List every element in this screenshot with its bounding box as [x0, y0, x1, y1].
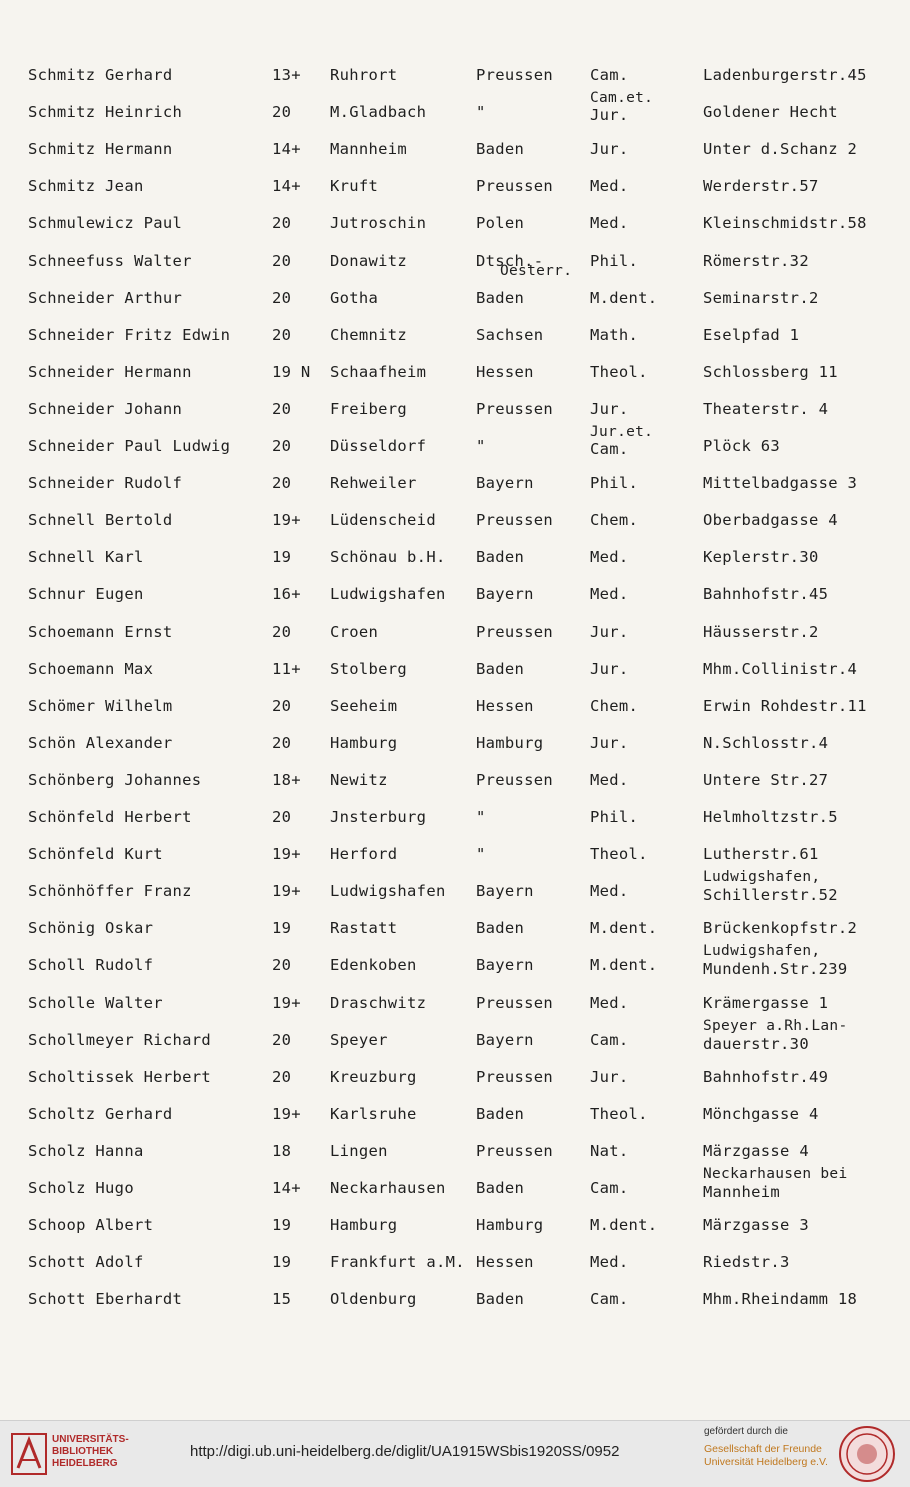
register-row — [0, 1017, 910, 1063]
address-line1: Ludwigshafen, — [703, 943, 821, 960]
semester: 20 — [272, 288, 292, 307]
library-logo-icon[interactable] — [10, 1432, 48, 1476]
home-state-line2: Oesterr. — [500, 262, 573, 279]
faculty: Cam. — [590, 1030, 629, 1049]
address: Schillerstr.52 — [703, 886, 838, 905]
student-name: Scholtissek Herbert — [28, 1067, 212, 1086]
hometown: Ludwigshafen — [330, 585, 446, 604]
address: Erwin Rohdestr.11 — [703, 696, 867, 715]
address: Schlossberg 11 — [703, 362, 838, 381]
student-name: Schnur Eugen — [28, 585, 144, 604]
page-url-link[interactable]: http://digi.ub.uni-heidelberg.de/diglit/UA1915WSbis1920SS/0952 — [190, 1443, 620, 1460]
semester: 18 — [272, 1141, 292, 1160]
home-state: Preussen — [476, 770, 554, 789]
home-state: Bayern — [476, 882, 534, 901]
student-name: Schneider Hermann — [28, 362, 192, 381]
hometown: Croen — [330, 622, 379, 641]
address: Plöck 63 — [703, 437, 781, 455]
faculty: Chem. — [590, 511, 639, 530]
student-name: Schneider Rudolf — [28, 474, 183, 493]
home-state: Preussen — [476, 1067, 554, 1086]
home-state: Baden — [476, 919, 525, 938]
student-name: Scholz Hugo — [28, 1179, 134, 1197]
faculty: Phil. — [590, 474, 639, 493]
hometown: Lüdenscheid — [330, 511, 436, 530]
register-row — [0, 1212, 910, 1248]
register-row — [0, 656, 910, 692]
semester: 13+ — [272, 66, 301, 84]
funded-by-label: gefördert durch die — [704, 1426, 788, 1437]
address: Bahnhofstr.45 — [703, 585, 829, 604]
home-state: Baden — [476, 548, 525, 567]
address: Seminarstr.2 — [703, 288, 819, 307]
hometown: Rehweiler — [330, 474, 417, 493]
student-name: Schmitz Gerhard — [28, 66, 173, 84]
student-name: Schoemann Max — [28, 659, 154, 678]
register-row — [0, 1286, 910, 1322]
faculty: Jur. — [590, 399, 629, 418]
hometown: Newitz — [330, 770, 388, 789]
faculty: Med. — [590, 882, 629, 901]
semester: 19+ — [272, 511, 301, 530]
semester: 19+ — [272, 993, 301, 1012]
hometown: Schönau b.H. — [330, 548, 446, 567]
student-name: Scholle Walter — [28, 993, 163, 1012]
home-state: Baden — [476, 1290, 525, 1309]
semester: 20 — [272, 622, 292, 641]
address: dauerstr.30 — [703, 1034, 809, 1053]
faculty: Phil. — [590, 808, 639, 826]
address: Brückenkopfstr.2 — [703, 919, 858, 938]
address: Theaterstr. 4 — [703, 399, 829, 418]
faculty: Jur. — [590, 1067, 629, 1086]
address: Bahnhofstr.49 — [703, 1067, 829, 1086]
faculty: Med. — [590, 214, 629, 233]
faculty: Cam. — [590, 1290, 629, 1309]
register-row — [0, 470, 910, 506]
address: Häusserstr.2 — [703, 622, 819, 641]
register-row — [0, 1166, 910, 1211]
semester: 11+ — [272, 659, 301, 678]
student-name: Schoop Albert — [28, 1216, 154, 1235]
faculty: Med. — [590, 585, 629, 604]
hometown: Ludwigshafen — [330, 882, 446, 901]
semester: 20 — [272, 399, 292, 418]
faculty: Med. — [590, 1253, 629, 1272]
faculty: Med. — [590, 993, 629, 1012]
faculty: Chem. — [590, 696, 639, 715]
home-state: Preussen — [476, 177, 554, 196]
hometown: Edenkoben — [330, 956, 417, 975]
faculty: Cam. — [590, 1179, 629, 1197]
semester: 19 N — [272, 362, 311, 381]
hometown: Schaafheim — [330, 362, 427, 381]
home-state: " — [476, 845, 486, 864]
society-name-line2: Universität Heidelberg e.V. — [704, 1456, 828, 1468]
home-state: Baden — [476, 1179, 525, 1197]
address-line1: Ludwigshafen, — [703, 869, 821, 886]
register-row — [0, 507, 910, 543]
semester: 19 — [272, 548, 292, 567]
faculty: M.dent. — [590, 956, 658, 975]
student-name: Schmitz Heinrich — [28, 103, 183, 122]
home-state: " — [476, 103, 486, 122]
register-row — [0, 424, 910, 469]
student-name: Schönig Oskar — [28, 919, 154, 938]
student-name: Scholl Rudolf — [28, 956, 154, 975]
register-row — [0, 248, 910, 284]
student-name: Scholz Hanna — [28, 1141, 144, 1160]
hometown: Düsseldorf — [330, 437, 427, 455]
register-row — [0, 396, 910, 432]
home-state: Preussen — [476, 993, 554, 1012]
hometown: Ruhrort — [330, 66, 398, 84]
register-row — [0, 1249, 910, 1285]
student-name: Schneider Arthur — [28, 288, 183, 307]
hometown: Hamburg — [330, 733, 398, 752]
address: Kleinschmidstr.58 — [703, 214, 867, 233]
faculty: Jur. — [590, 733, 629, 752]
faculty: M.dent. — [590, 288, 658, 307]
faculty: Jur. — [590, 622, 629, 641]
society-name[interactable] — [704, 1443, 828, 1469]
address: Eselpfad 1 — [703, 325, 800, 344]
semester: 20 — [272, 1067, 292, 1086]
register-row — [0, 1064, 910, 1100]
faculty-note: Jur.et. — [590, 424, 654, 440]
semester: 20 — [272, 251, 292, 270]
address: Krämergasse 1 — [703, 993, 829, 1012]
register-row — [0, 943, 910, 988]
home-state: " — [476, 808, 486, 826]
semester: 19 — [272, 1253, 292, 1272]
semester: 14+ — [272, 1179, 301, 1197]
student-name: Schönfeld Herbert — [28, 808, 192, 826]
faculty: Jur. — [590, 140, 629, 159]
faculty: Jur. — [590, 106, 629, 125]
semester: 14+ — [272, 140, 301, 159]
home-state: Hamburg — [476, 733, 544, 752]
faculty: Nat. — [590, 1141, 629, 1160]
home-state: Bayern — [476, 585, 534, 604]
hometown: Mannheim — [330, 140, 408, 159]
hometown: Gotha — [330, 288, 379, 307]
register-row — [0, 285, 910, 321]
home-state: Hessen — [476, 696, 534, 715]
student-name: Schnell Karl — [28, 548, 144, 567]
student-name: Schmitz Hermann — [28, 140, 173, 159]
address: Helmholtzstr.5 — [703, 808, 838, 826]
faculty: Cam. — [590, 66, 629, 84]
address: Mittelbadgasse 3 — [703, 474, 858, 493]
address-line1: Speyer a.Rh.Lan- — [703, 1017, 848, 1034]
home-state: Hessen — [476, 362, 534, 381]
hometown: Stolberg — [330, 659, 408, 678]
student-name: Schneider Johann — [28, 399, 183, 418]
address: Unter d.Schanz 2 — [703, 140, 858, 159]
student-name: Schnell Bertold — [28, 511, 173, 530]
student-name: Schönfeld Kurt — [28, 845, 163, 864]
student-name: Schömer Wilhelm — [28, 696, 173, 715]
student-name: Schneider Paul Ludwig — [28, 437, 231, 455]
student-name: Schön Alexander — [28, 733, 173, 752]
register-row — [0, 767, 910, 803]
student-name: Schollmeyer Richard — [28, 1030, 212, 1049]
address: N.Schlosstr.4 — [703, 733, 829, 752]
register-row — [0, 544, 910, 580]
register-row — [0, 619, 910, 655]
faculty: Med. — [590, 548, 629, 567]
home-state: Bayern — [476, 1030, 534, 1049]
home-state: Sachsen — [476, 325, 544, 344]
register-row — [0, 62, 910, 98]
register-row — [0, 173, 910, 209]
hometown: Jutroschin — [330, 214, 427, 233]
register-row — [0, 693, 910, 729]
student-name: Schneider Fritz Edwin — [28, 325, 231, 344]
faculty: Med. — [590, 177, 629, 196]
home-state: Polen — [476, 214, 525, 233]
hometown: M.Gladbach — [330, 103, 427, 122]
address: Märzgasse 4 — [703, 1141, 809, 1160]
hometown: Hamburg — [330, 1216, 398, 1235]
faculty: Jur. — [590, 659, 629, 678]
semester: 14+ — [272, 177, 301, 196]
home-state: Baden — [476, 140, 525, 159]
semester: 19+ — [272, 1104, 301, 1123]
faculty: Cam. — [590, 440, 629, 458]
home-state: Baden — [476, 1104, 525, 1123]
semester: 20 — [272, 696, 292, 715]
semester: 20 — [272, 474, 292, 493]
hometown: Donawitz — [330, 251, 408, 270]
semester: 20 — [272, 1030, 292, 1049]
faculty: Theol. — [590, 1104, 648, 1123]
library-name-line3: HEIDELBERG — [52, 1458, 118, 1469]
home-state: Hessen — [476, 1253, 534, 1272]
home-state: " — [476, 437, 486, 455]
address: Mundenh.Str.239 — [703, 960, 848, 979]
student-name: Schott Eberhardt — [28, 1290, 183, 1309]
register-row — [0, 869, 910, 914]
home-state: Preussen — [476, 66, 554, 84]
semester: 16+ — [272, 585, 301, 604]
register-row — [0, 730, 910, 766]
address: Untere Str.27 — [703, 770, 829, 789]
home-state: Baden — [476, 659, 525, 678]
register-row — [0, 1101, 910, 1137]
faculty: M.dent. — [590, 1216, 658, 1235]
address: Lutherstr.61 — [703, 845, 819, 864]
home-state: Dtsch.- — [476, 251, 544, 270]
home-state: Preussen — [476, 399, 554, 418]
address-line1: Neckarhausen bei — [703, 1166, 848, 1182]
semester: 19+ — [272, 845, 301, 864]
hometown: Rastatt — [330, 919, 398, 938]
semester: 20 — [272, 808, 292, 826]
semester: 15 — [272, 1290, 292, 1309]
register-row — [0, 359, 910, 395]
hometown: Neckarhausen — [330, 1179, 446, 1197]
faculty: Phil. — [590, 251, 639, 270]
hometown: Draschwitz — [330, 993, 427, 1012]
hometown: Lingen — [330, 1141, 388, 1160]
address: Mhm.Collinistr.4 — [703, 659, 858, 678]
semester: 19 — [272, 919, 292, 938]
library-name-line1: UNIVERSITÄTS- — [52, 1434, 129, 1445]
home-state: Bayern — [476, 956, 534, 975]
register-row — [0, 804, 910, 840]
library-name-line2: BIBLIOTHEK — [52, 1446, 114, 1457]
semester: 19 — [272, 1216, 292, 1235]
library-name[interactable] — [52, 1434, 129, 1470]
hometown: Chemnitz — [330, 325, 408, 344]
student-name: Schneefuss Walter — [28, 251, 192, 270]
hometown: Kreuzburg — [330, 1067, 417, 1086]
home-state: Preussen — [476, 622, 554, 641]
register-row — [0, 322, 910, 358]
register-row — [0, 581, 910, 617]
faculty: M.dent. — [590, 919, 658, 938]
semester: 19+ — [272, 882, 301, 901]
hometown: Frankfurt a.M. — [330, 1253, 465, 1272]
address: Märzgasse 3 — [703, 1216, 809, 1235]
home-state: Hamburg — [476, 1216, 544, 1235]
home-state: Baden — [476, 288, 525, 307]
home-state: Preussen — [476, 1141, 554, 1160]
register-row — [0, 210, 910, 246]
viewer-footer — [0, 1420, 910, 1487]
student-name: Schott Adolf — [28, 1253, 144, 1272]
register-row — [0, 136, 910, 172]
hometown: Seeheim — [330, 696, 398, 715]
student-name: Scholtz Gerhard — [28, 1104, 173, 1123]
hometown: Jnsterburg — [330, 808, 427, 826]
faculty: Math. — [590, 325, 639, 344]
address: Oberbadgasse 4 — [703, 511, 838, 530]
address: Werderstr.57 — [703, 177, 819, 196]
faculty: Theol. — [590, 845, 648, 864]
home-state: Preussen — [476, 511, 554, 530]
address: Keplerstr.30 — [703, 548, 819, 567]
hometown: Karlsruhe — [330, 1104, 417, 1123]
semester: 20 — [272, 214, 292, 233]
semester: 18+ — [272, 770, 301, 789]
semester: 20 — [272, 437, 292, 455]
address: Mönchgasse 4 — [703, 1104, 819, 1123]
faculty-note: Cam.et. — [590, 90, 654, 107]
semester: 20 — [272, 325, 292, 344]
address: Mannheim — [703, 1183, 781, 1201]
student-name: Schmulewicz Paul — [28, 214, 183, 233]
address: Ladenburgerstr.45 — [703, 66, 867, 84]
university-seal-icon[interactable] — [838, 1425, 896, 1483]
semester: 20 — [272, 103, 292, 122]
hometown: Herford — [330, 845, 398, 864]
home-state: Bayern — [476, 474, 534, 493]
address: Mhm.Rheindamm 18 — [703, 1290, 858, 1309]
hometown: Kruft — [330, 177, 379, 196]
semester: 20 — [272, 733, 292, 752]
faculty: Med. — [590, 770, 629, 789]
student-name: Schmitz Jean — [28, 177, 144, 196]
hometown: Freiberg — [330, 399, 408, 418]
semester: 20 — [272, 956, 292, 975]
faculty: Theol. — [590, 362, 648, 381]
hometown: Speyer — [330, 1030, 388, 1049]
student-name: Schönhöffer Franz — [28, 882, 192, 901]
student-name: Schoemann Ernst — [28, 622, 173, 641]
address: Goldener Hecht — [703, 103, 838, 122]
register-row — [0, 90, 910, 135]
hometown: Oldenburg — [330, 1290, 417, 1309]
address: Römerstr.32 — [703, 251, 809, 270]
address: Riedstr.3 — [703, 1253, 790, 1272]
student-name: Schönberg Johannes — [28, 770, 202, 789]
society-name-line1: Gesellschaft der Freunde — [704, 1443, 822, 1455]
